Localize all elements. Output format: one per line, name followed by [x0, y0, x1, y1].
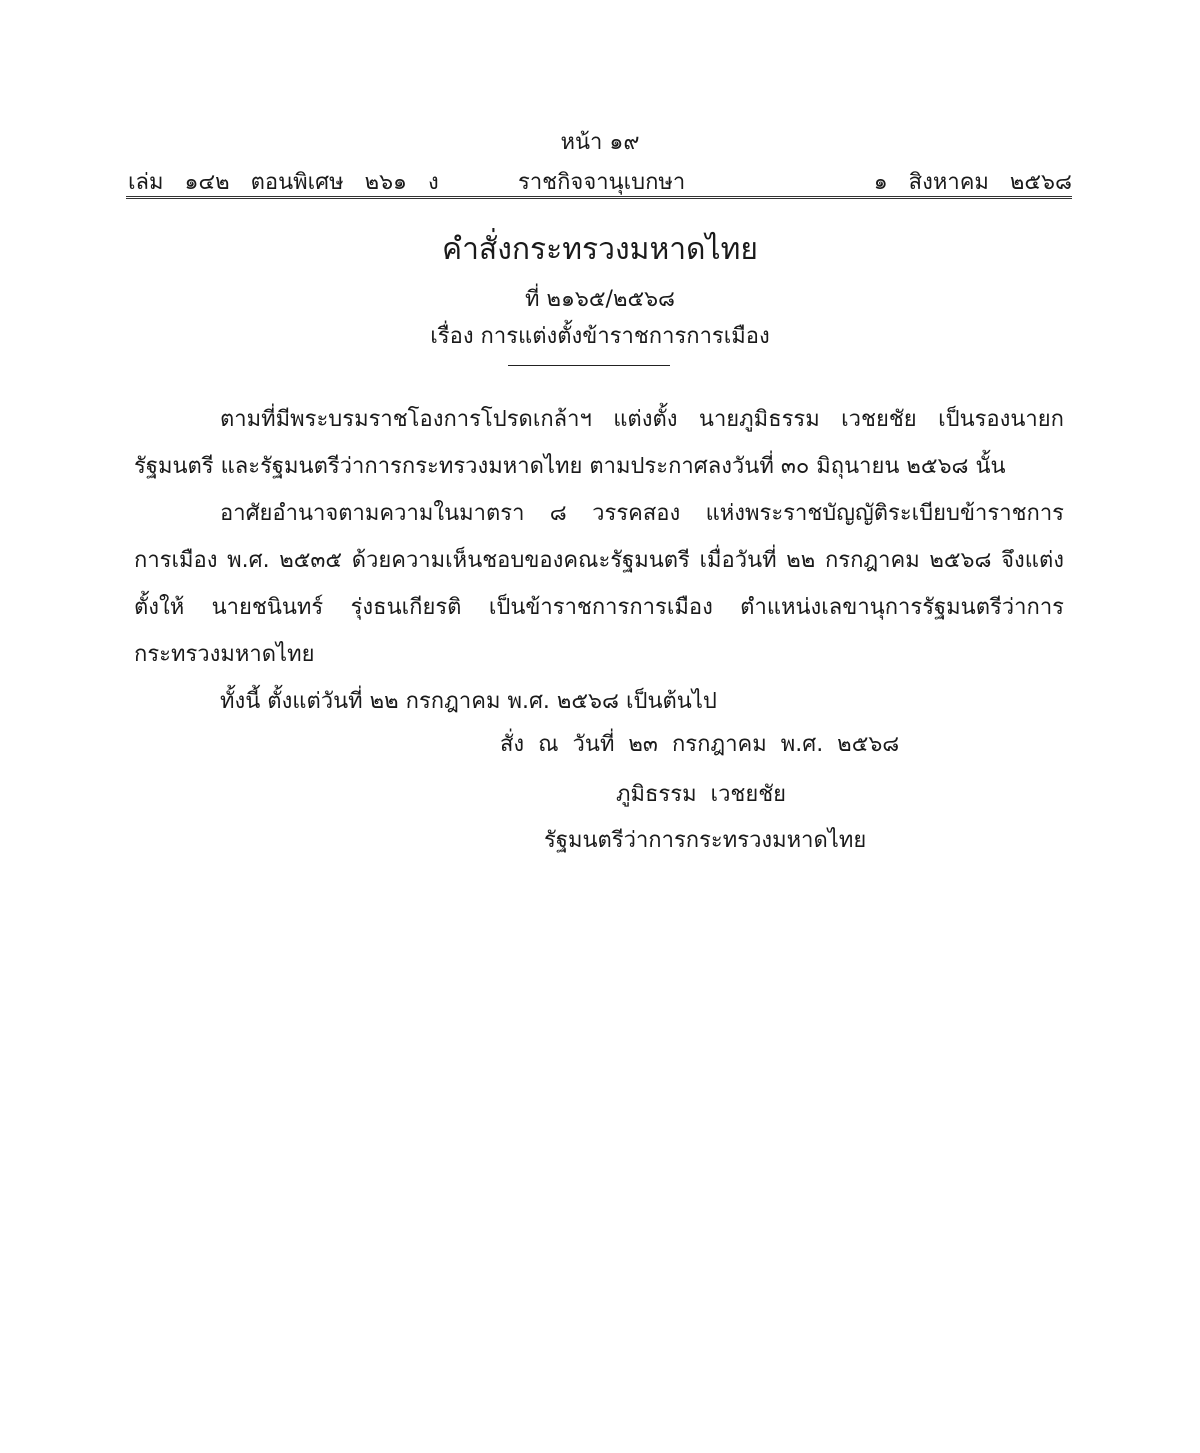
document-title: คำสั่งกระทรวงมหาดไทย	[442, 232, 758, 267]
page-number: หน้า ๑๙	[560, 130, 640, 155]
signatory-name: ภูมิธรรม เวชยชัย	[616, 782, 787, 807]
body-paragraph-3: ทั้งนี้ ตั้งแต่วันที่ ๒๒ กรกฎาคม พ.ศ. ๒๕๖๘ เป็นต้นไป	[220, 689, 717, 714]
body-paragraph-2: อาศัยอำนาจตามความในมาตรา ๘ วรรคสอง แห่งพระราชบัญญัติระเบียบข้าราชการการเมือง พ.ศ. ๒๕๓๕ ด้วยความเห็นชอบของคณะรัฐมนตรี เมื่อวันที่ ๒๒ กรกฎาคม ๒๕๖๘ จึงแต่งตั้งให้ นายชนินทร์ รุ่งธนเกียรติ เป็นข้าราชการการเมือง ตำแหน่งเลขานุการรัฐมนตรีว่าการกระทรวงมหาดไทย	[134, 501, 1064, 667]
publication-date: ๑ สิงหาคม ๒๕๖๘	[873, 170, 1072, 195]
document-subject: เรื่อง การแต่งตั้งข้าราชการการเมือง	[430, 324, 770, 349]
body-paragraph-1: ตามที่มีพระบรมราชโองการโปรดเกล้าฯ แต่งตั้ง นายภูมิธรรม เวชยชัย เป็นรองนายกรัฐมนตรี และรัฐมนตรีว่าการกระทรวงมหาดไทย ตามประกาศลงวันที่ ๓๐ มิถุนายน ๒๕๖๘ นั้น	[134, 407, 1064, 479]
signature-date: สั่ง ณ วันที่ ๒๓ กรกฎาคม พ.ศ. ๒๕๖๘	[500, 732, 900, 757]
gazette-name: ราชกิจจานุเบกษา	[518, 170, 686, 195]
order-number: ที่ ๒๑๖๕/๒๕๖๘	[524, 287, 676, 312]
gazette-header	[128, 164, 1072, 196]
document-body	[134, 396, 1064, 725]
header-divider	[126, 196, 1072, 199]
volume-issue: เล่ม ๑๔๒ ตอนพิเศษ ๒๖๑ ง	[128, 170, 439, 195]
signatory-position: รัฐมนตรีว่าการกระทรวงมหาดไทย	[544, 828, 867, 853]
title-divider	[508, 365, 670, 366]
